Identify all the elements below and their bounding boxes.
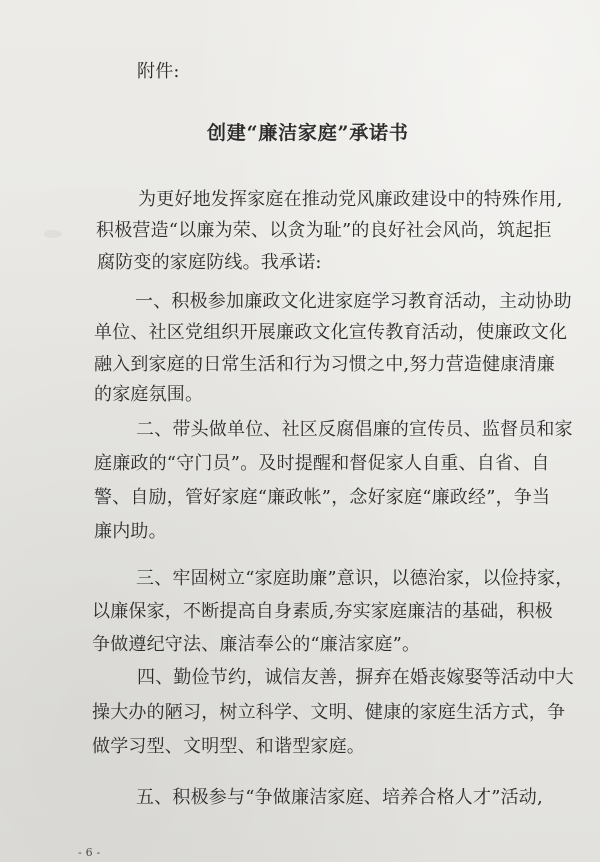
- body-line: 以廉保家，不断提高自身素质,夯实家庭廉洁的基础，积极: [92, 601, 553, 622]
- attachment-label: 附件:: [137, 61, 180, 82]
- body-line: 警、自励，管好家庭“廉政帐”，念好家庭“廉政经”，争当: [94, 487, 551, 508]
- body-line: 单位、社区党组织开展廉政文化宣传教育活动，使廉政文化: [94, 322, 568, 343]
- body-line: 融入到家庭的日常生活和行为习惯之中,努力营造健康清廉: [94, 354, 555, 375]
- body-line: 庭廉政的“守门员”。及时提醒和督促家人自重、自省、自: [94, 453, 550, 474]
- paper-mark: [44, 230, 62, 238]
- body-line: 二、带头做单位、社区反腐倡廉的宣传员、监督员和家: [136, 419, 573, 440]
- document-title: 创建“廉洁家庭”承诺书: [207, 122, 409, 144]
- body-line: 五、积极参与“争做廉洁家庭、培养合格人才”活动,: [136, 787, 543, 808]
- body-line: 一、积极参加廉政文化进家庭学习教育活动，主动协助: [135, 291, 572, 312]
- page-number: - 6 -: [78, 846, 101, 859]
- body-line: 做学习型、文明型、和谐型家庭。: [92, 736, 365, 757]
- body-line: 腐防变的家庭防线。我承诺:: [97, 252, 322, 273]
- body-line: 操大办的陋习，树立科学、文明、健康的家庭生活方式，争: [92, 702, 566, 723]
- body-line: 争做遵纪守法、廉洁奉公的“廉洁家庭”。: [92, 634, 421, 655]
- body-line: 四、勤俭节约，诚信友善，摒弃在婚丧嫁娶等活动中大: [137, 667, 574, 688]
- body-line: 廉内助。: [94, 521, 167, 542]
- body-line: 的家庭氛围。: [94, 384, 204, 405]
- body-line: 积极营造“以廉为荣、以贪为耻”的良好社会风尚，筑起拒: [96, 220, 552, 241]
- body-line: 三、牢固树立“家庭助廉”意识，以德治家，以俭持家，: [136, 568, 574, 589]
- body-line: 为更好地发挥家庭在推动党风廉政建设中的特殊作用,: [138, 189, 563, 210]
